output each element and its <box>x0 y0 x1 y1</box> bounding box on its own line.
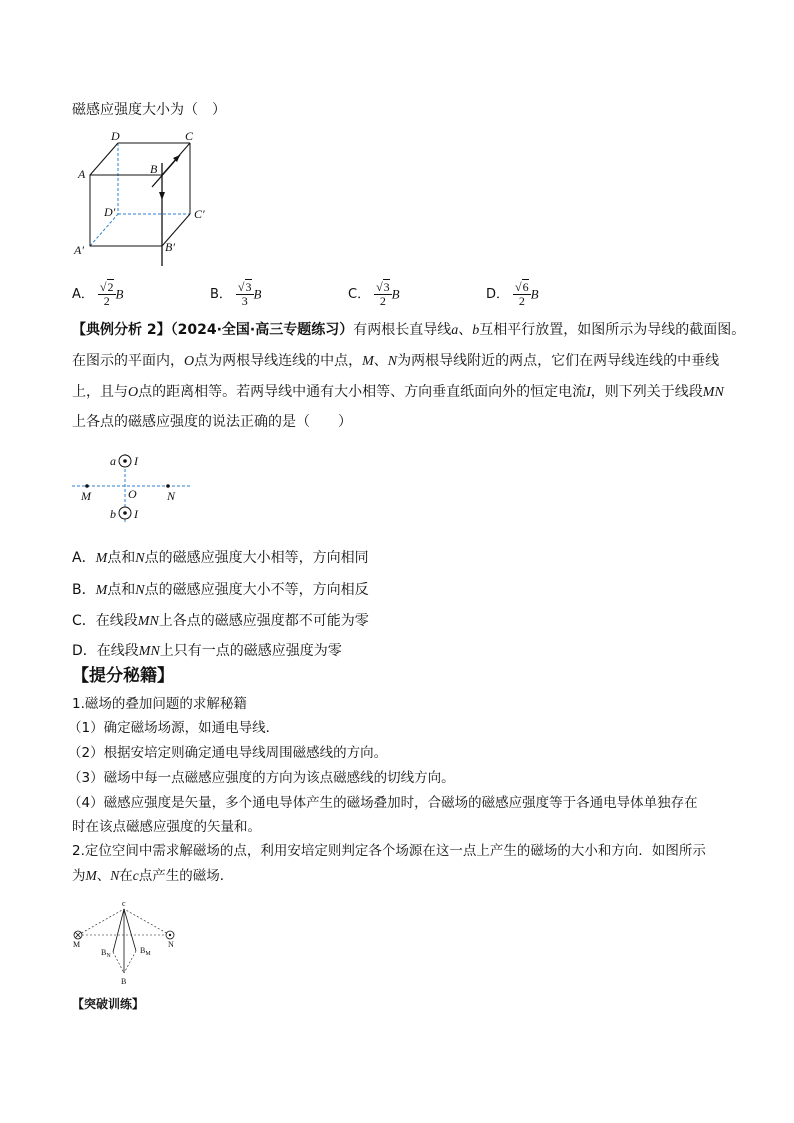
var-O: O <box>184 354 195 369</box>
var-a: a <box>451 323 459 338</box>
var-I: I <box>586 385 591 400</box>
label-M: M <box>81 489 91 503</box>
var-N: N <box>135 551 145 566</box>
denominator: 2 <box>103 294 110 308</box>
text: ，则下列关于线段 <box>590 384 703 400</box>
cube-front-face <box>90 175 162 246</box>
tips-title: 【提分秘籍】 <box>72 666 174 686</box>
label-B: B <box>150 162 158 176</box>
label-O: O <box>128 487 137 501</box>
text: 上各点的磁感应强度都不可能为零 <box>158 613 369 629</box>
q1-option-c[interactable] <box>348 281 400 308</box>
label-N: N <box>167 489 176 503</box>
tips-item2-b <box>72 866 233 886</box>
option-letter: D． <box>72 643 97 659</box>
var-b: b <box>472 323 480 338</box>
point-N <box>166 484 170 488</box>
label-I-bottom: I <box>134 507 138 521</box>
training-title: 【突破训练】 <box>72 997 145 1011</box>
label-a: a <box>110 454 116 468</box>
label-B-prime: B′ <box>165 240 175 254</box>
option-letter: C． <box>348 287 371 302</box>
label-A: A <box>78 167 86 181</box>
tips-step4-a: （4）磁感应强度是矢量，多个通电导体产生的磁场叠加时，合磁场的磁感应强度等于各通电导体单独存在 <box>68 795 698 811</box>
text: 为 <box>72 868 86 884</box>
text: 为两根导线附近的两点，它们在两导线连线的中垂线 <box>397 353 720 369</box>
example2-line4: 上各点的磁感应强度的说法正确的是（ ） <box>72 414 352 430</box>
var-M: M <box>95 551 108 566</box>
unit-B: B <box>115 286 124 302</box>
var-MN: MN <box>702 385 724 400</box>
label-C: C <box>185 129 194 143</box>
tips-item2-a: 2.定位空间中需求解磁场的点，利用安培定则判定各个场源在这一点上产生的磁场的大小和方向．如图所示 <box>72 843 706 859</box>
text: 点的磁感应强度大小不等，方向相反 <box>144 582 369 598</box>
separator: 、 <box>96 868 111 884</box>
example2-line2 <box>72 351 719 372</box>
text: 点产生的磁场． <box>138 868 234 884</box>
text: 上只有一点的磁感应强度为零 <box>159 643 342 659</box>
var-M: M <box>362 354 374 369</box>
vector-BN <box>113 909 124 952</box>
label-M: M <box>73 940 81 949</box>
option-letter: A． <box>72 550 96 566</box>
q1-option-a[interactable] <box>72 281 123 308</box>
tips-item1: 1.磁场的叠加问题的求解秘籍 <box>72 696 247 712</box>
option-letter: C． <box>72 613 96 629</box>
label-N: N <box>168 940 174 949</box>
sqrt-radicand: 3 <box>245 280 252 294</box>
unit-B: B <box>391 286 400 302</box>
tips-step4-b: 时在该点磁感应强度的矢量和。 <box>72 819 261 835</box>
unit-B: B <box>530 286 539 302</box>
option-letter: A． <box>72 287 94 302</box>
label-BM: $B_M$ <box>140 946 151 957</box>
Nc-line <box>124 909 170 935</box>
arrowhead-vertical <box>159 192 165 200</box>
wire-a-dot <box>123 459 127 463</box>
option-letter: D． <box>486 287 510 302</box>
denominator: 2 <box>379 294 386 308</box>
denominator: 2 <box>518 294 525 308</box>
q1-option-b[interactable] <box>210 281 261 308</box>
two-wire-diagram <box>70 450 200 530</box>
text: 点为两根导线连线的中点， <box>194 353 363 369</box>
tips-step1: （1）确定磁场场源，如通电导线． <box>68 720 280 736</box>
label-D-prime: D′ <box>104 205 116 219</box>
label-D: D <box>111 129 120 143</box>
parallelogram-side1 <box>113 952 124 973</box>
text: 在图示的平面内， <box>72 353 184 369</box>
example2-option-b[interactable] <box>72 580 369 601</box>
text: 上，且与 <box>72 384 128 400</box>
example2-option-a[interactable] <box>72 548 369 569</box>
label-B: B <box>121 977 127 986</box>
sqrt-radicand: 3 <box>383 280 390 294</box>
label-BN: $B_N$ <box>101 948 111 959</box>
label-c: c <box>122 899 126 908</box>
wire-b-dot <box>123 511 127 515</box>
text: 点和 <box>107 550 136 566</box>
text: 在线段 <box>96 643 139 659</box>
example2-line3 <box>72 382 724 403</box>
label-C-prime: C′ <box>194 207 205 221</box>
var-O: O <box>128 385 139 400</box>
option-letter: B． <box>72 582 96 598</box>
text: 点的磁感应强度大小相等，方向相同 <box>144 550 369 566</box>
sqrt-radicand: 2 <box>107 280 114 294</box>
text: 在线段 <box>95 613 138 629</box>
label-b: b <box>110 507 116 521</box>
fraction: $\frac{√6}{2}$ <box>515 280 529 308</box>
label-A-prime: A′ <box>74 243 84 257</box>
dot-icon <box>169 934 171 936</box>
option-letter: B． <box>210 287 232 302</box>
example2-option-c[interactable] <box>72 611 369 632</box>
var-N: N <box>110 868 120 883</box>
example2-line1 <box>72 320 745 341</box>
sqrt-radicand: 6 <box>522 280 529 294</box>
q1-option-d[interactable] <box>486 281 539 308</box>
var-c: c <box>132 868 139 883</box>
separator: 、 <box>373 353 388 369</box>
tips-step3: （3）磁场中每一点磁感应强度的方向为该点磁感线的切线方向。 <box>68 770 455 786</box>
parallelogram-side2 <box>124 951 136 973</box>
separator: 、 <box>458 322 473 338</box>
example2-tag: 【典例分析 2】 <box>72 322 171 338</box>
cube-diagram <box>72 128 212 268</box>
var-N: N <box>387 354 398 369</box>
example2-option-d[interactable] <box>72 641 342 662</box>
point-M <box>85 484 89 488</box>
unit-B: B <box>253 286 262 302</box>
var-N: N <box>135 583 145 598</box>
Mc-line <box>78 909 124 935</box>
field-superposition-diagram <box>70 895 180 987</box>
text: 互相平行放置，如图所示为导线的截面图。 <box>479 322 746 338</box>
denominator: 3 <box>241 294 248 308</box>
var-M: M <box>95 583 108 598</box>
text: 点的距离相等。若两导线中通有大小相等、方向垂直纸面向外的恒定电流 <box>138 384 587 400</box>
text: 在 <box>119 868 133 884</box>
text: 有两根长直导线 <box>353 322 452 338</box>
fraction: $\frac{√3}{2}$ <box>376 280 390 308</box>
vector-BM <box>124 909 136 951</box>
cube-edge-AD <box>90 143 118 175</box>
var-M: M <box>85 868 97 883</box>
label-I-top: I <box>134 454 138 468</box>
fraction: $\frac{√2}{2}$ <box>99 280 114 308</box>
fraction: $\frac{√3}{3}$ <box>237 280 252 308</box>
text: 点和 <box>107 582 136 598</box>
example2-source: （2024·全国·高三专题练习） <box>170 322 354 338</box>
var-MN: MN <box>138 644 160 659</box>
var-MN: MN <box>137 614 159 629</box>
tips-step2: （2）根据安培定则确定通电导线周围磁感线的方向。 <box>68 745 388 761</box>
q1-stem-tail: 磁感应强度大小为（ ） <box>72 102 226 118</box>
